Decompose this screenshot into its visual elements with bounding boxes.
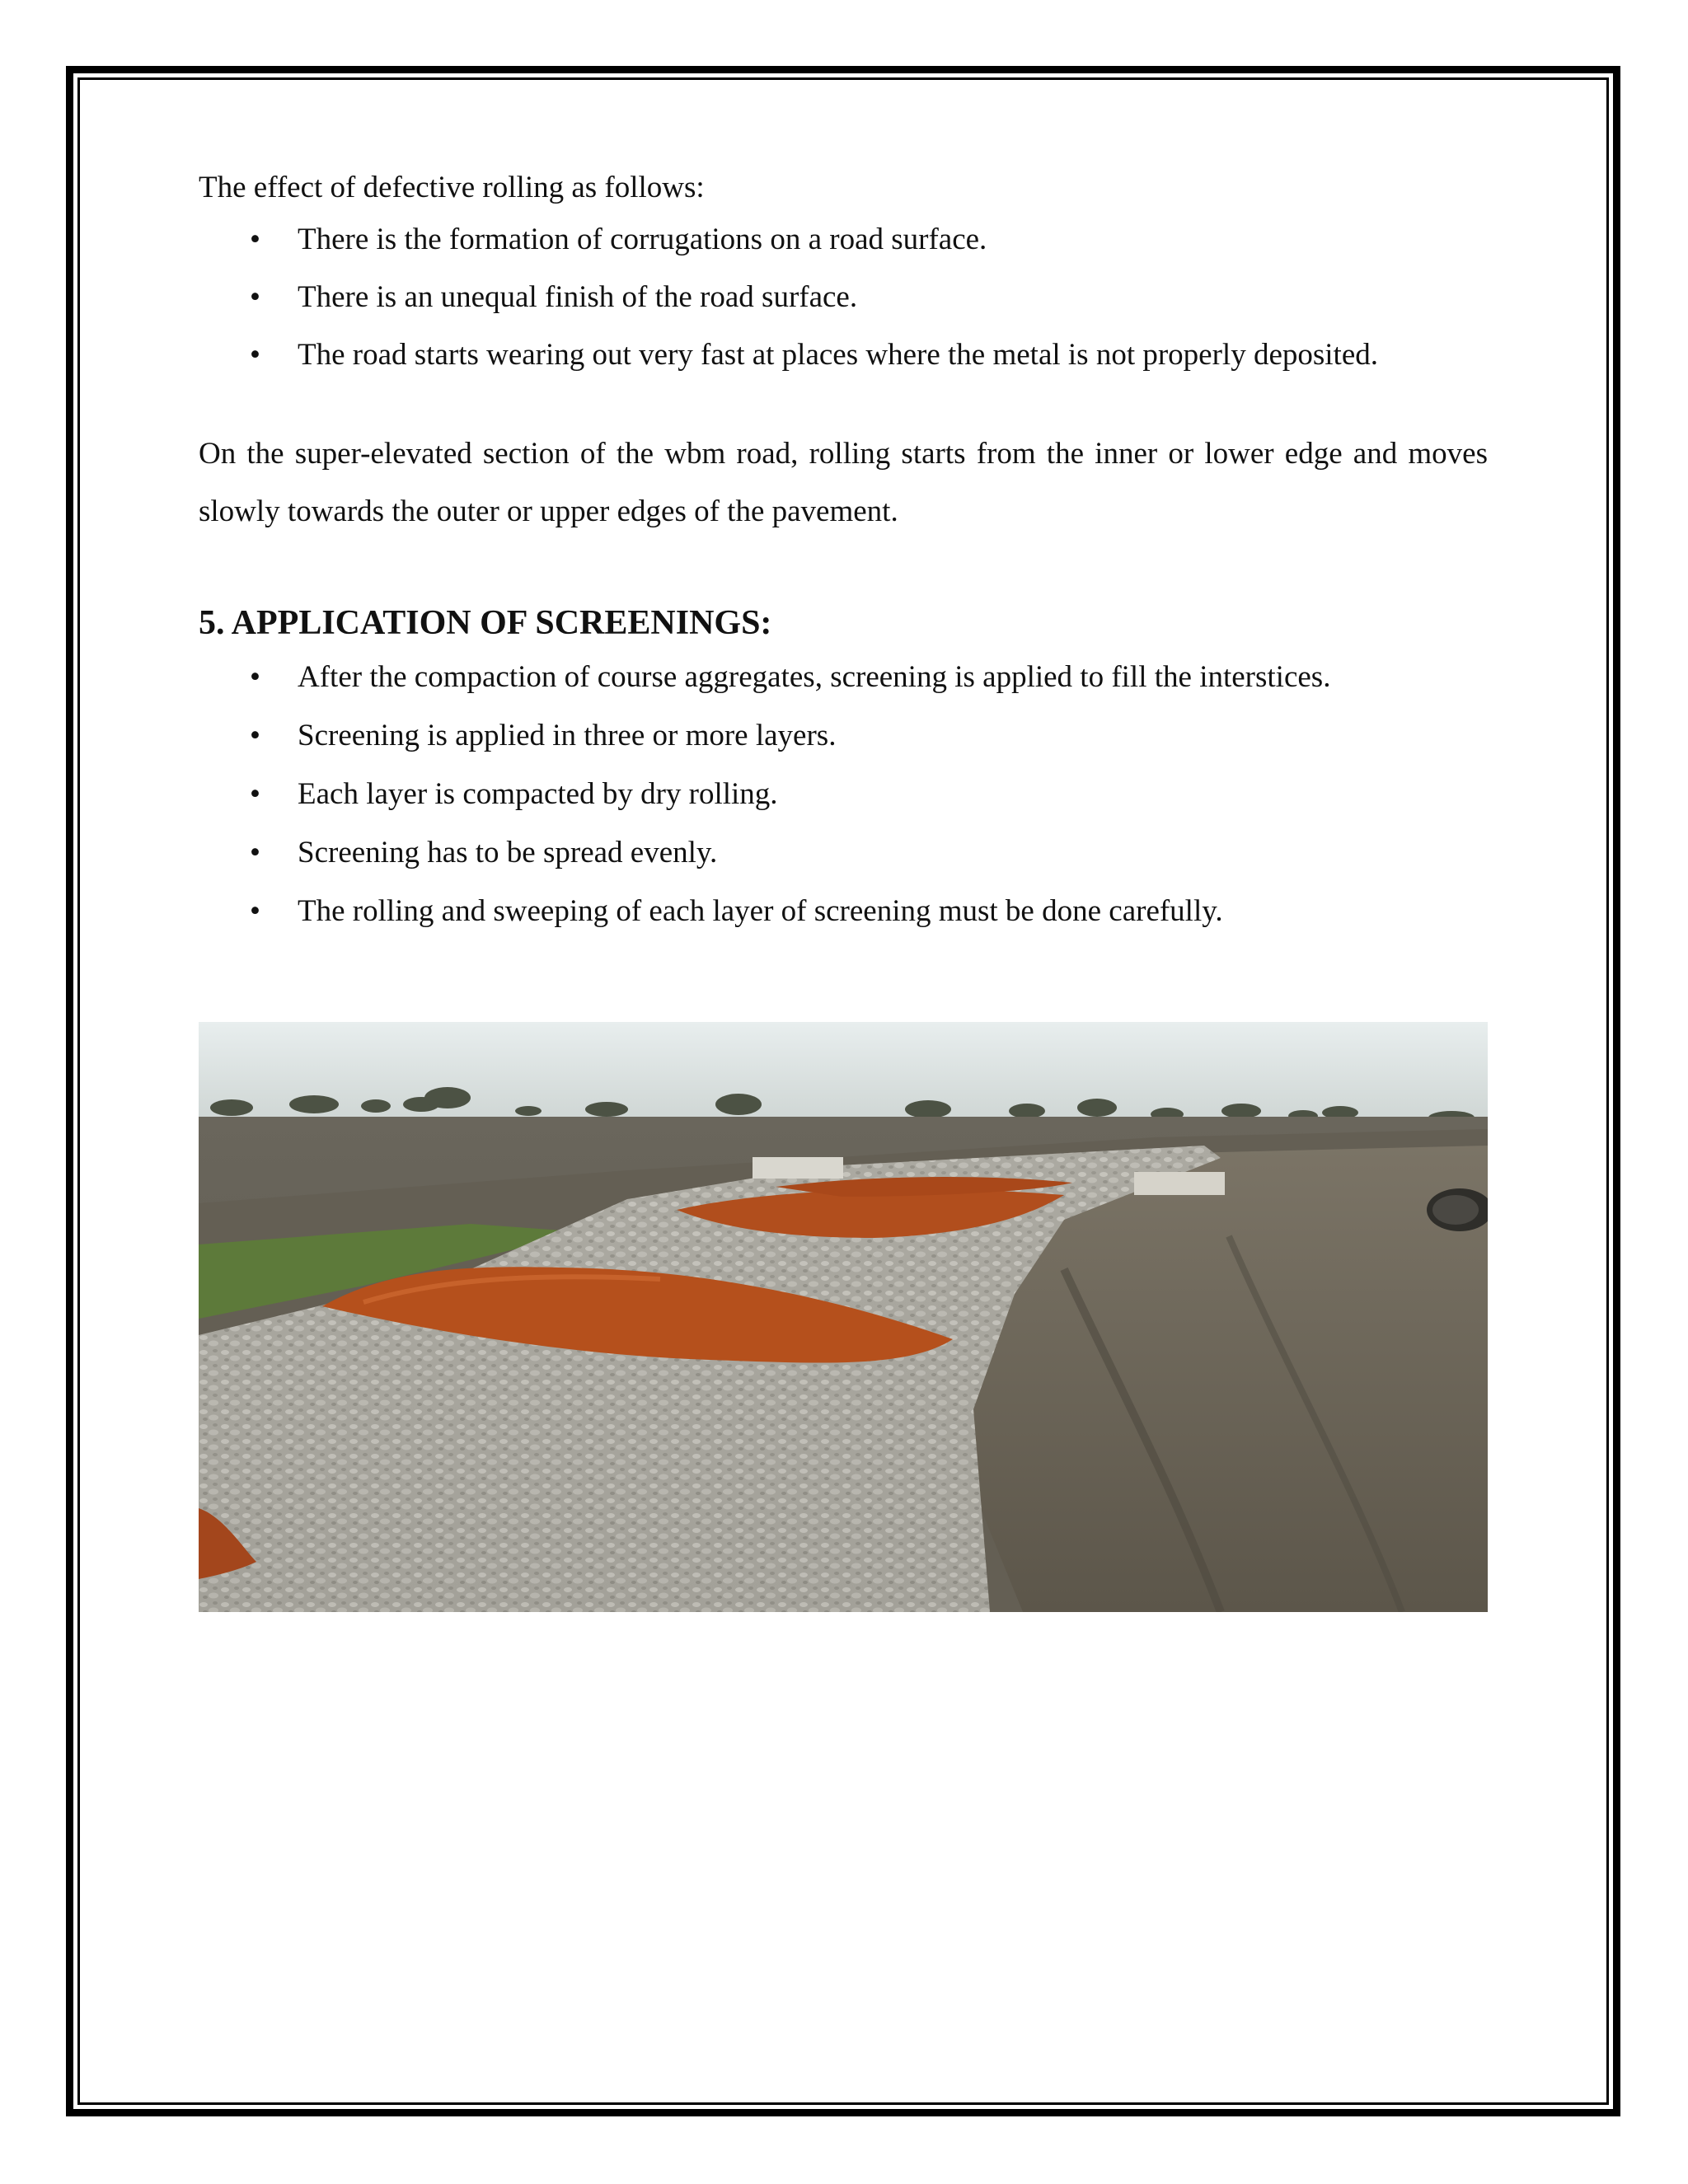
- list-item: • After the compaction of course aggregates, screening is applied to fill the interstices.: [199, 648, 1488, 706]
- road-construction-photo: [199, 1022, 1488, 1612]
- page-content: [199, 165, 1488, 940]
- section-heading: 5. APPLICATION OF SCREENINGS:: [199, 604, 772, 642]
- bullet-icon: •: [250, 777, 260, 811]
- bullet-icon: •: [250, 223, 260, 256]
- list-item: • The road starts wearing out very fast at places where the metal is not properly deposited.: [199, 326, 1488, 384]
- bullet-icon: •: [250, 894, 260, 928]
- bullet-icon: •: [250, 338, 260, 372]
- bullet-icon: •: [250, 836, 260, 869]
- super-elevation-paragraph: On the super-elevated section of the wbm road, rolling starts from the inner or lower edge and moves slowly towards the outer or upper edges of the pavement.: [199, 437, 1488, 528]
- list-item: • There is the formation of corrugations on a road surface.: [199, 211, 1488, 269]
- intro-text: The effect of defective rolling as follows:: [199, 171, 705, 204]
- bullet-icon: •: [250, 280, 260, 314]
- list-item: • The rolling and sweeping of each layer of screening must be done carefully.: [199, 882, 1488, 940]
- bullet-icon: •: [250, 719, 260, 752]
- list-item: • Each layer is compacted by dry rolling.: [199, 765, 1488, 823]
- bullet-icon: •: [250, 660, 260, 694]
- list-item: • Screening has to be spread evenly.: [199, 823, 1488, 882]
- list-item: • Screening is applied in three or more layers.: [199, 706, 1488, 765]
- list-item: • There is an unequal finish of the road surface.: [199, 269, 1488, 326]
- screening-list: [199, 648, 1488, 940]
- sky: [199, 1022, 1488, 1121]
- concrete-slab: [753, 1157, 843, 1179]
- defects-list: [199, 211, 1488, 384]
